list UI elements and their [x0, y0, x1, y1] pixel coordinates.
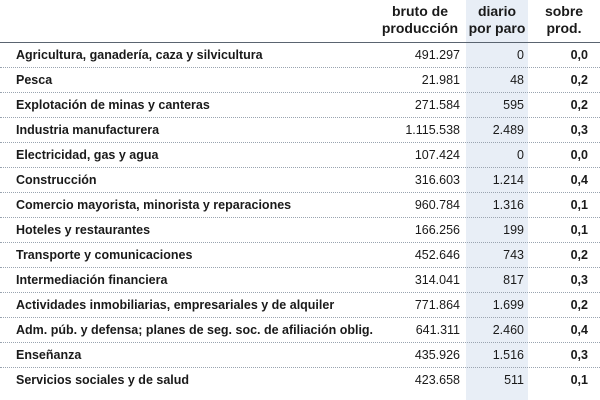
sector-name: Agricultura, ganadería, caza y silvicultura	[16, 48, 263, 62]
table-row	[0, 242, 600, 267]
table-row	[0, 342, 600, 367]
valor-sobre: 0,3	[570, 123, 588, 137]
valor-bruto: 452.646	[414, 248, 460, 262]
valor-bruto: 435.926	[414, 348, 460, 362]
valor-bruto: 166.256	[414, 223, 460, 237]
sector-name: Construcción	[16, 173, 97, 187]
valor-sobre: 0,4	[570, 173, 588, 187]
table-row	[0, 92, 600, 117]
table-row	[0, 367, 600, 392]
valor-bruto: 21.981	[421, 73, 460, 87]
valor-sobre: 0,3	[570, 273, 588, 287]
valor-diario: 1.214	[492, 173, 524, 187]
valor-diario: 1.699	[492, 298, 524, 312]
header-bruto-line2: producción	[381, 20, 459, 36]
sector-name: Transporte y comunicaciones	[16, 248, 193, 262]
valor-diario: 0	[517, 48, 524, 62]
valor-diario: 1.316	[492, 198, 524, 212]
table-row	[0, 142, 600, 167]
valor-diario: 1.516	[492, 348, 524, 362]
sector-name: Servicios sociales y de salud	[16, 373, 190, 387]
header-sobre-line1: sobre	[544, 3, 584, 19]
sector-name: Hoteles y restaurantes	[16, 223, 151, 237]
valor-diario: 199	[503, 223, 524, 237]
table-row	[0, 67, 600, 92]
header-bruto-produccion	[374, 0, 466, 40]
valor-sobre: 0,3	[570, 348, 588, 362]
table-body	[0, 42, 600, 392]
valor-sobre: 0,0	[570, 148, 588, 162]
valor-sobre: 0,2	[570, 298, 588, 312]
valor-bruto: 107.424	[414, 148, 460, 162]
sector-name: Electricidad, gas y agua	[16, 148, 159, 162]
sector-name: Enseñanza	[16, 348, 82, 362]
table-row	[0, 117, 600, 142]
valor-diario: 0	[517, 148, 524, 162]
table-row	[0, 317, 600, 342]
valor-diario: 817	[503, 273, 524, 287]
sector-name: Comercio mayorista, minorista y reparaciones	[16, 198, 292, 212]
header-bruto-line1: bruto de	[391, 3, 448, 19]
valor-bruto: 491.297	[414, 48, 460, 62]
valor-sobre: 0,1	[570, 223, 588, 237]
sector-name: Explotación de minas y canteras	[16, 98, 210, 112]
valor-diario: 2.460	[492, 323, 524, 337]
table-row	[0, 267, 600, 292]
table-row	[0, 167, 600, 192]
table-row	[0, 192, 600, 217]
valor-diario: 48	[510, 73, 524, 87]
valor-bruto: 641.311	[415, 323, 460, 337]
sector-name: Industria manufacturera	[16, 123, 160, 137]
valor-bruto: 316.603	[414, 173, 460, 187]
valor-bruto: 771.864	[414, 298, 460, 312]
header-sobre-prod	[528, 0, 600, 40]
sector-name: Adm. púb. y defensa; planes de seg. soc. de afiliación oblig.	[16, 323, 374, 337]
valor-diario: 511	[504, 373, 524, 387]
valor-diario: 595	[503, 98, 524, 112]
table-row	[0, 42, 600, 67]
valor-bruto: 314.041	[414, 273, 460, 287]
header-diario-line1: diario	[477, 3, 517, 19]
valor-bruto: 960.784	[414, 198, 460, 212]
valor-sobre: 0,2	[570, 98, 588, 112]
table-row	[0, 292, 600, 317]
sector-name: Actividades inmobiliarias, empresariales y de alquiler	[16, 298, 335, 312]
header-diario-line2: por paro	[468, 20, 526, 36]
valor-sobre: 0,0	[570, 48, 588, 62]
sector-name: Pesca	[16, 73, 53, 87]
valor-diario: 743	[503, 248, 524, 262]
table-row	[0, 217, 600, 242]
valor-sobre: 0,2	[570, 248, 588, 262]
header-diario-por-paro	[466, 0, 528, 40]
valor-sobre: 0,1	[570, 198, 588, 212]
valor-sobre: 0,4	[570, 323, 588, 337]
sector-name: Intermediación financiera	[16, 273, 168, 287]
table-header	[0, 0, 600, 40]
valor-sobre: 0,1	[570, 373, 588, 387]
valor-bruto: 271.584	[414, 98, 460, 112]
header-sobre-line2: prod.	[546, 20, 582, 36]
valor-bruto: 423.658	[414, 373, 460, 387]
valor-diario: 2.489	[492, 123, 524, 137]
valor-bruto: 1.115.538	[405, 123, 460, 137]
valor-sobre: 0,2	[570, 73, 588, 87]
